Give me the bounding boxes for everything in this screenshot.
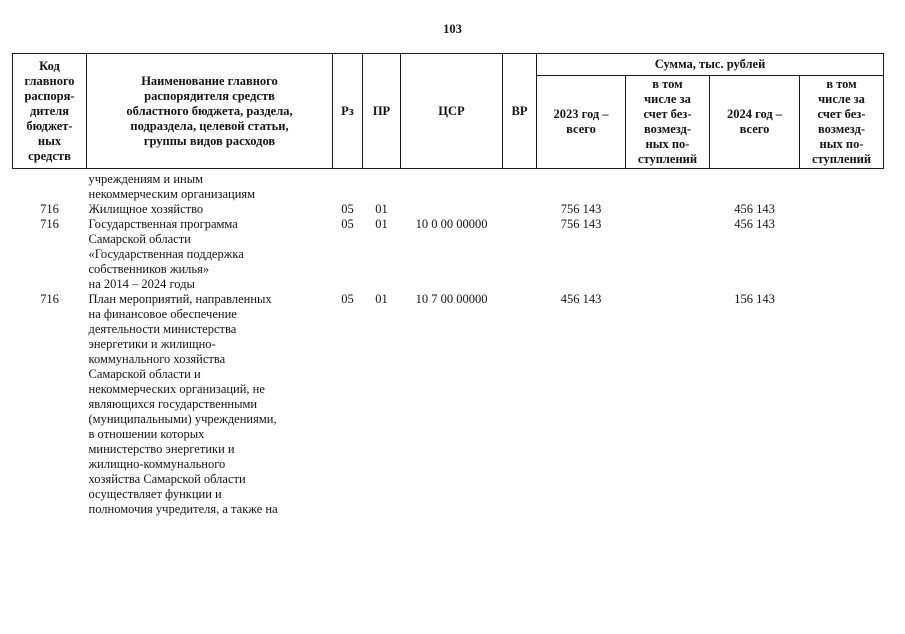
cell-free-2024 [800, 202, 884, 217]
cell-name: учреждениям и иным некоммерческим организациям [88, 172, 256, 201]
cell-total-2024 [710, 169, 800, 203]
cell-pr: 01 [375, 217, 388, 231]
cell-code: 716 [40, 217, 59, 231]
cell-vr [503, 169, 537, 203]
cell-total-2024: 456 143 [734, 217, 775, 231]
cell-free-2024 [800, 217, 884, 292]
cell-code [13, 169, 87, 203]
cell-code: 716 [40, 202, 59, 216]
cell-code: 716 [40, 292, 59, 306]
header-pr: ПР [363, 54, 401, 169]
table-row [13, 169, 884, 203]
cell-free-2024 [800, 292, 884, 517]
table-body [13, 169, 884, 518]
cell-pr: 01 [375, 202, 388, 216]
table-header [13, 54, 884, 169]
cell-rz [333, 169, 363, 203]
header-csr: ЦСР [401, 54, 503, 169]
cell-rz: 05 [341, 292, 354, 306]
header-free-2023: в том числе за счет без- возмезд- ных по- ступлений [626, 76, 710, 169]
header-total-2023: 2023 год – всего [537, 76, 626, 169]
header-code: Код главного распоря- дителя бюджет- ных средств [13, 54, 87, 169]
header-sum-group: Сумма, тыс. рублей [537, 54, 884, 76]
cell-total-2024: 456 143 [734, 202, 775, 216]
cell-total-2023: 756 143 [560, 217, 602, 231]
cell-vr [503, 202, 537, 217]
cell-free-2023 [626, 202, 710, 217]
header-total-2024: 2024 год – всего [710, 76, 800, 169]
cell-total-2023 [537, 169, 626, 203]
header-vr: ВР [503, 54, 537, 169]
page-number: 103 [443, 22, 462, 36]
cell-free-2023 [626, 217, 710, 292]
cell-vr [503, 217, 537, 292]
cell-total-2024: 156 143 [734, 292, 775, 306]
cell-name: Жилищное хозяйство [88, 202, 204, 216]
cell-total-2023: 456 143 [560, 292, 602, 306]
cell-free-2023 [626, 169, 710, 203]
cell-csr: 10 0 00 00000 [415, 217, 488, 231]
cell-total-2023: 756 143 [560, 202, 602, 216]
cell-name: Государственная программа Самарской области «Государственная поддержка собственников жилья» на 2014 – 2024 годы [88, 217, 244, 291]
cell-rz: 05 [341, 202, 354, 216]
cell-free-2023 [626, 292, 710, 517]
cell-csr: 10 7 00 00000 [415, 292, 488, 306]
table-row [13, 292, 884, 517]
table-row [13, 202, 884, 217]
cell-csr [401, 202, 503, 217]
cell-free-2024 [800, 169, 884, 203]
cell-csr [401, 169, 503, 203]
header-free-2024: в том числе за счет без- возмезд- ных по- ступлений [800, 76, 884, 169]
header-name: Наименование главного распорядителя средств областного бюджета, раздела, подраздела, целевой статьи, группы видов расходов [87, 54, 333, 169]
cell-vr [503, 292, 537, 517]
cell-pr [363, 169, 401, 203]
budget-table [12, 53, 884, 517]
table-row [13, 217, 884, 292]
header-rz: Рз [333, 54, 363, 169]
cell-rz: 05 [341, 217, 354, 231]
cell-name: План мероприятий, направленных на финансовое обеспечение деятельности министерства энергетики и жилищно- коммунального хозяйства Самарской области и некоммерческих организаций, не являющихся государственными (муниципальными) учреждениями, в отношении которых министерство энергетики и жилищно-коммунального хозяйства Самарской области осуществляет функции и полномочия учредителя, а также на [88, 292, 278, 516]
cell-pr: 01 [375, 292, 388, 306]
